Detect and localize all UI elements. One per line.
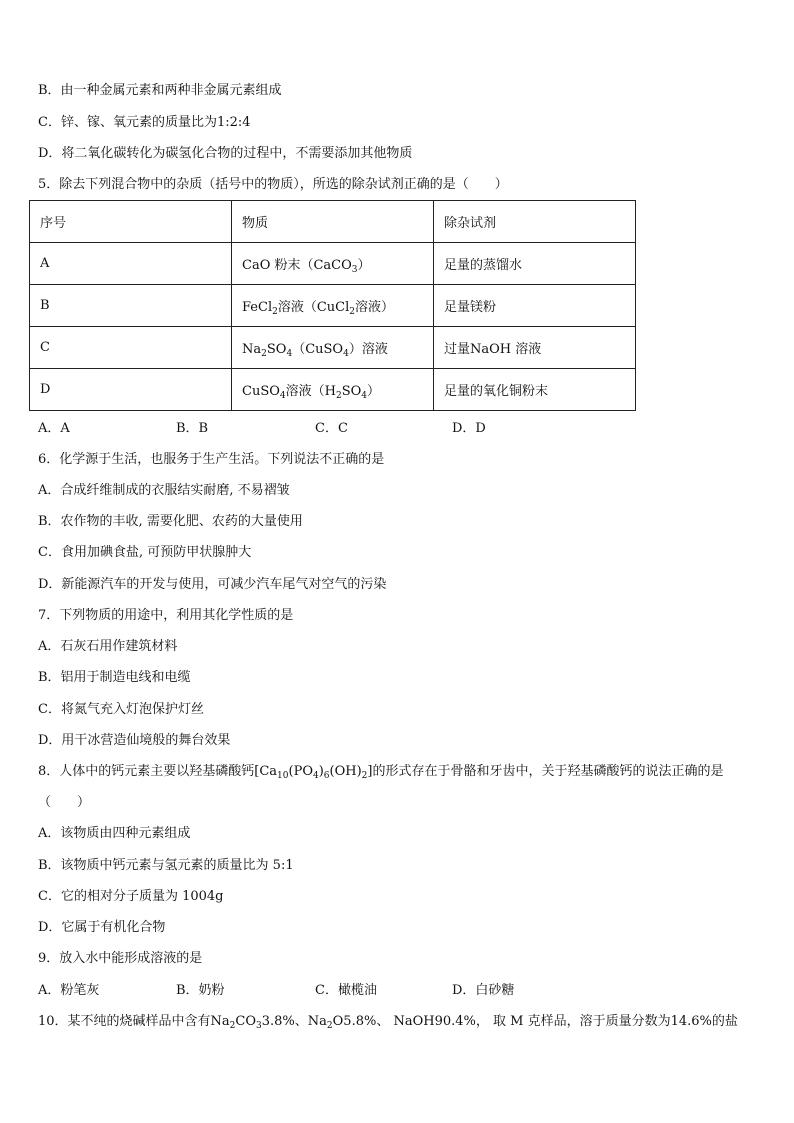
table-cell-id: C <box>30 327 232 369</box>
table-header-cell: 除杂试剂 <box>434 201 636 243</box>
q6-stem: 6．化学源于生活，也服务于生产生活。下列说法不正确的是 <box>38 452 385 467</box>
q6-option-c: C．食用加碘食盐, 可预防甲状腺肿大 <box>38 545 252 560</box>
q5-option-a: A．A <box>38 421 70 436</box>
table-cell-reagent: 足量镁粉 <box>434 285 636 327</box>
table-header-cell: 物质 <box>232 201 434 243</box>
q9-stem: 9．放入水中能形成溶液的是 <box>38 951 203 966</box>
q9-option-a: A．粉笔灰 <box>38 983 100 998</box>
table-cell-id: D <box>30 369 232 411</box>
q7-option-a: A．石灰石用作建筑材料 <box>38 639 178 654</box>
q7-stem: 7．下列物质的用途中，利用其化学性质的是 <box>38 608 294 623</box>
q4-option-b: B．由一种金属元素和两种非金属元素组成 <box>38 83 282 98</box>
table-row <box>30 327 636 369</box>
q5-option-d: D．D <box>452 421 486 436</box>
table-cell-reagent: 足量的蒸馏水 <box>434 243 636 285</box>
q9-option-c: C．橄榄油 <box>315 983 377 998</box>
q9-options <box>38 982 738 1000</box>
q10-stem: 10．某不纯的烧碱样品中含有$Na_2CO_33.8\%$、$Na_2O5.8\%$、 NaOH90.4%， 取 M 克样品，溶于质量分数为14.6%的盐 <box>38 1014 738 1031</box>
table-cell-reagent: 足量的氧化铜粉末 <box>434 369 636 411</box>
table-row <box>30 243 636 285</box>
q7-option-b: B．铝用于制造电线和电缆 <box>38 670 191 685</box>
q5-table <box>29 200 636 411</box>
q8-option-b: B．该物质中钙元素与氢元素的质量比为 5:1 <box>38 858 294 873</box>
q9-option-d: D．白砂糖 <box>452 983 515 998</box>
q4-option-d: D．将二氧化碳转化为碳氢化合物的过程中，不需要添加其他物质 <box>38 146 413 161</box>
table-cell-reagent: 过量NaOH 溶液 <box>434 327 636 369</box>
q6-option-d: D．新能源汽车的开发与使用，可减少汽车尾气对空气的污染 <box>38 577 387 592</box>
table-cell-substance: CaO 粉末（CaCO$_3$） <box>232 243 434 285</box>
q8-option-a: A．该物质由四种元素组成 <box>38 826 191 841</box>
q6-option-b: B．农作物的丰收, 需要化肥、农药的大量使用 <box>38 514 303 529</box>
table-cell-substance: $Na_2SO_4(CuSO_4)$溶液 <box>232 327 434 369</box>
table-cell-id: A <box>30 243 232 285</box>
table-cell-id: B <box>30 285 232 327</box>
q5-stem: 5．除去下列混合物中的杂质（括号中的物质），所选的除杂试剂正确的是（ ） <box>38 177 508 192</box>
q4-option-c: C．锌、镓、氧元素的质量比为1:2:4 <box>38 115 251 130</box>
q5-option-c: C．C <box>315 421 348 436</box>
table-cell-substance: FeCl$_2$溶液（CuCl$_2$溶液） <box>232 285 434 327</box>
q8-stem: 8．人体中的钙元素主要以羟基磷酸钙$[Ca_{10}(PO_4)_6(OH)_2]$的形式存在于骨骼和牙齿中，关于羟基磷酸钙的说法正确的是 <box>38 764 724 781</box>
q5-options <box>38 420 738 438</box>
q8-answer-paren: （ ） <box>38 795 91 810</box>
q8-option-c: C．它的相对分子质量为 1004g <box>38 889 224 904</box>
q6-option-a: A．合成纤维制成的衣服结实耐磨, 不易褶皱 <box>38 483 290 498</box>
q7-option-c: C．将氮气充入灯泡保护灯丝 <box>38 702 204 717</box>
table-cell-substance: CuSO$_4$溶液$(H_2SO_4)$ <box>232 369 434 411</box>
q8-option-d: D．它属于有机化合物 <box>38 920 166 935</box>
q5-option-b: B．B <box>176 421 209 436</box>
table-header-cell: 序号 <box>30 201 232 243</box>
q7-option-d: D．用干冰营造仙境般的舞台效果 <box>38 733 231 748</box>
table-row <box>30 369 636 411</box>
q9-option-b: B．奶粉 <box>176 983 225 998</box>
table-row <box>30 285 636 327</box>
table-header-row <box>30 201 636 243</box>
